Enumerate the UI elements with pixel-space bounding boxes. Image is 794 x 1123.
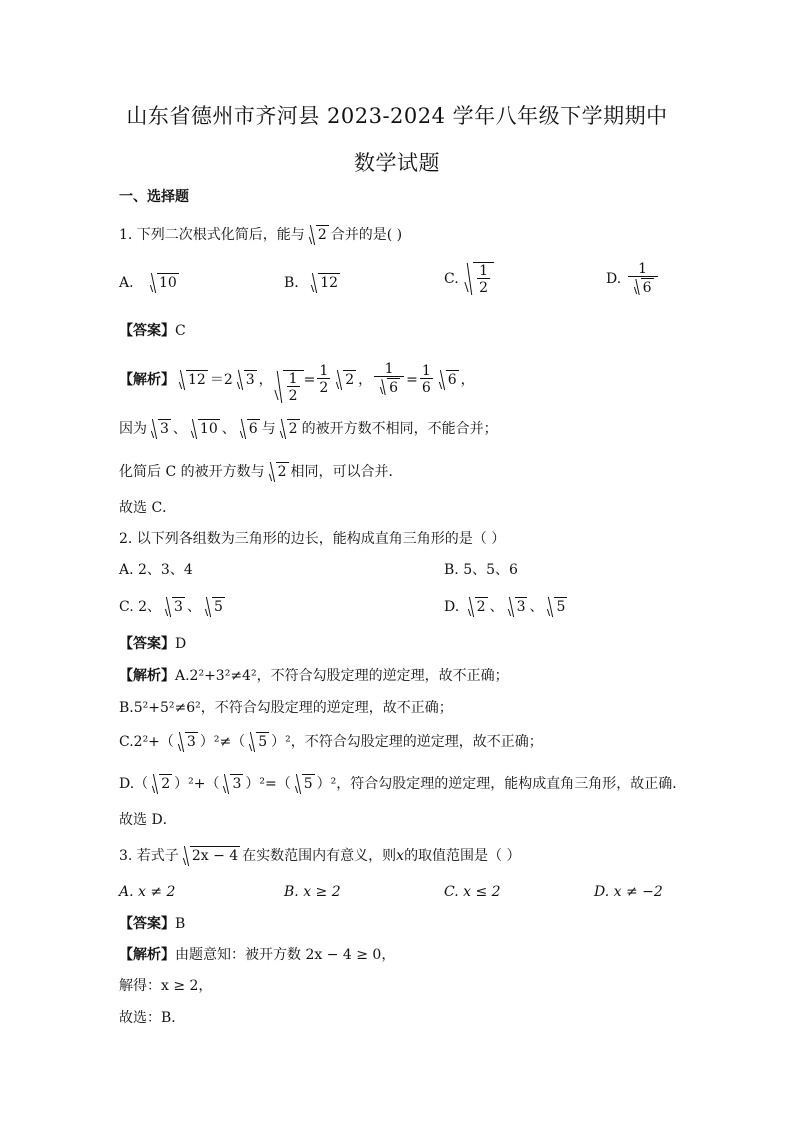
question-1-stem-text: 1. 下列二次根式化简后，能与 <box>119 227 305 243</box>
question-2-option-c: C. 2、 3 、 5 <box>119 596 227 618</box>
question-2-option-a: A. 2、3、4 <box>119 562 193 578</box>
title-line-2: 数学试题 <box>354 151 440 175</box>
question-2-analysis-c: C.2²+（ 3 ）²≠（ 5 ）²，不符合勾股定理的逆定理，故不正确； <box>119 731 543 753</box>
question-1-analysis: 【解析】 12 ＝2 3 ， $\frac{1}{2}$ = $\frac{1}{2}$ 2 ， $\frac{1}{6}$ = $\frac{1}{6}$ 6 ， <box>119 361 475 404</box>
question-1-answer: 【答案】C <box>119 323 186 339</box>
question-3-option-d: D. x ≠ −2 <box>594 884 663 900</box>
question-1-analysis-line-3: 化简后 C 的被开方数与 2 相同，可以合并． <box>119 461 403 483</box>
question-1-choose: 故选 C． <box>119 500 177 516</box>
question-3-answer: 【答案】B <box>119 916 186 932</box>
sqrt-fraction: $\frac{1}{2}$ <box>463 262 494 296</box>
question-1-analysis-line-2: 因为 3 、 10 、 6 与 2 的被开方数不相同，不能合并； <box>119 418 498 440</box>
question-2-analysis-a: 【解析】A.2²+3²≠4²，不符合勾股定理的逆定理，故不正确； <box>119 668 509 684</box>
question-1-option-b: B. 12 <box>284 272 342 294</box>
question-3-option-b: B. x ≥ 2 <box>284 884 341 900</box>
sqrt: 12 <box>309 272 340 294</box>
sqrt: 2 <box>307 224 329 246</box>
question-3-stem: 3. 若式子 2x − 4 在实数范围内有意义，则x的取值范围是（ ） <box>119 845 521 867</box>
question-2-analysis-d: D.（ 2 ）²+（ 3 ）²=（ 5 ）²，符合勾股定理的逆定理，能构成直角三角形，故正确． <box>119 773 686 795</box>
question-1-stem <box>119 224 402 246</box>
question-1-option-c: C. $\frac{1}{2}$ <box>444 262 494 296</box>
question-1-stem-tail: 合并的是( ) <box>330 227 403 243</box>
sqrt: 10 <box>148 272 179 294</box>
question-2-stem: 2. 以下列各组数为三角形的边长，能构成直角三角形的是（ ） <box>119 531 506 547</box>
question-3-solve: 解得：x ≥ 2， <box>119 978 213 994</box>
question-2-option-d: D. 2 、 3 、 5 <box>444 596 569 618</box>
question-3-choose: 故选：B． <box>119 1010 186 1026</box>
question-3-option-a: A. x ≠ 2 <box>119 884 176 900</box>
fraction: $\frac{1}{6}$ <box>628 262 658 296</box>
title-line-1: 山东省德州市齐河县 2023-2024 学年八年级下学期期中 <box>126 104 668 128</box>
question-2-answer: 【答案】D <box>119 636 187 652</box>
question-1-option-a: A. 10 <box>119 272 181 294</box>
question-3-analysis: 【解析】由题意知：被开方数 2x − 4 ≥ 0， <box>119 947 396 963</box>
question-2-analysis-b: B.5²+5²≠6²，不符合勾股定理的逆定理，故不正确； <box>119 700 453 716</box>
section-heading: 一、选择题 <box>119 189 189 205</box>
question-1-option-d: D. $\frac{1}{6}$ <box>606 262 660 296</box>
question-3-option-c: C. x ≤ 2 <box>444 884 501 900</box>
question-2-option-b: B. 5、5、6 <box>444 562 518 578</box>
question-2-choose: 故选 D． <box>119 812 177 828</box>
